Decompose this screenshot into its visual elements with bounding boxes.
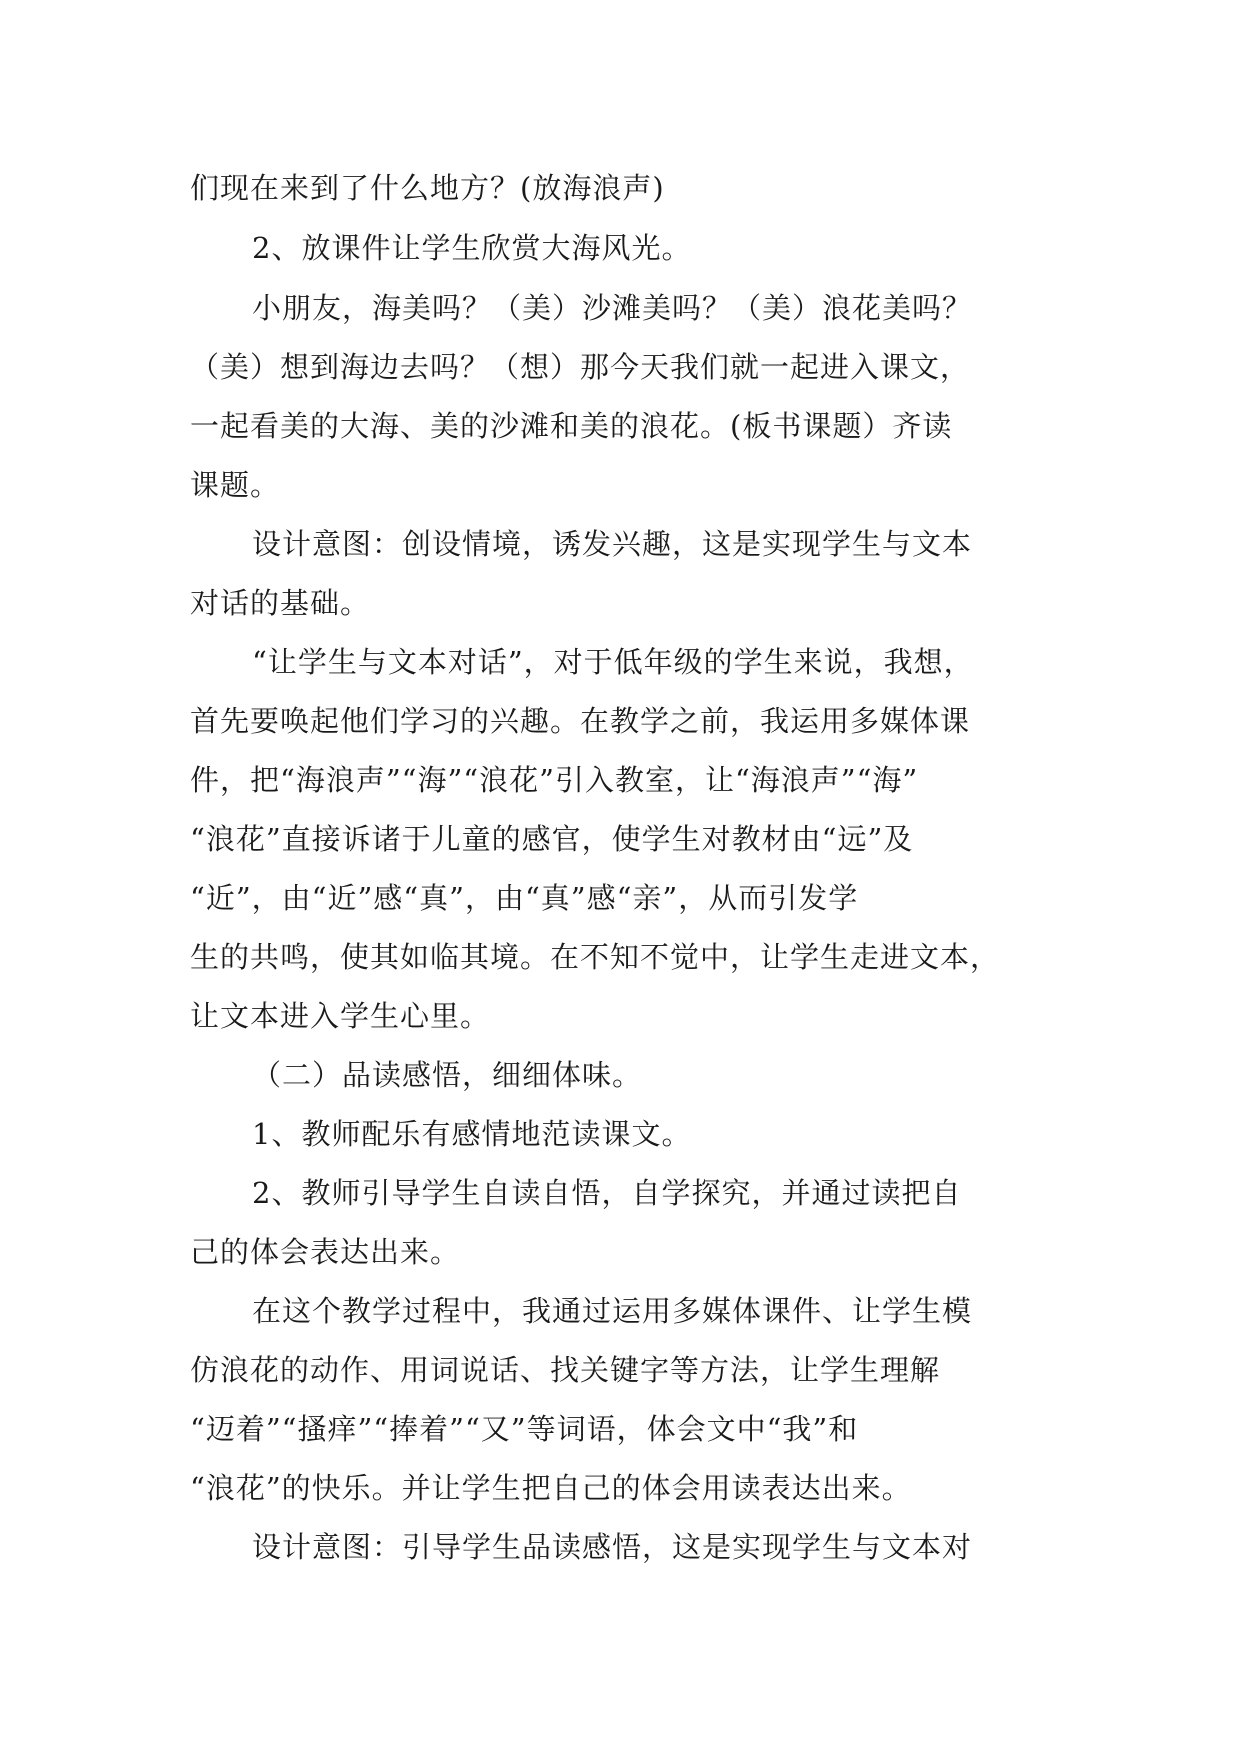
text-line: 小朋友，海美吗？（美）沙滩美吗？（美）浪花美吗？: [252, 291, 973, 325]
text-line: 生的共鸣，使其如临其境。在不知不觉中，让学生走进文本，: [190, 940, 1001, 974]
text-line: （二）品读感悟，细细体味。: [252, 1058, 643, 1092]
text-line: 一起看美的大海、美的沙滩和美的浪花。(板书课题）齐读: [190, 409, 953, 443]
text-line: “浪花”的快乐。并让学生把自己的体会用读表达出来。: [190, 1471, 912, 1505]
text-line: “浪花”直接诉诸于儿童的感官，使学生对教材由“远”及: [190, 822, 914, 856]
text-line: 件，把“海浪声”“海”“浪花”引入教室，让“海浪声”“海”: [190, 763, 919, 797]
text-line: 1、教师配乐有感情地范读课文。: [252, 1117, 692, 1151]
text-line: 仿浪花的动作、用词说话、找关键字等方法，让学生理解: [190, 1353, 941, 1387]
text-line: 首先要唤起他们学习的兴趣。在教学之前，我运用多媒体课: [190, 704, 971, 738]
text-line: “让学生与文本对话”，对于低年级的学生来说，我想，: [252, 645, 974, 679]
text-line: 对话的基础。: [190, 586, 371, 620]
text-line: 在这个教学过程中，我通过运用多媒体课件、让学生模: [252, 1294, 973, 1328]
text-line: 设计意图：创设情境，诱发兴趣，这是实现学生与文本: [252, 527, 973, 561]
text-line: 课题。: [190, 468, 281, 502]
text-line: “迈着”“搔痒”“捧着”“又”等词语，体会文中“我”和: [190, 1412, 859, 1446]
text-line: 设计意图：引导学生品读感悟，这是实现学生与文本对: [252, 1530, 973, 1564]
text-line: 2、放课件让学生欣赏大海风光。: [252, 231, 692, 265]
text-line: 己的体会表达出来。: [190, 1235, 461, 1269]
text-line: 让文本进入学生心里。: [190, 999, 491, 1033]
text-line: （美）想到海边去吗？（想）那今天我们就一起进入课文，: [190, 350, 971, 384]
text-line: “近”，由“近”感“真”，由“真”感“亲”，从而引发学: [190, 881, 859, 915]
text-line: 们现在来到了什么地方？(放海浪声): [190, 171, 665, 205]
text-line: 2、教师引导学生自读自悟，自学探究，并通过读把自: [252, 1176, 962, 1210]
